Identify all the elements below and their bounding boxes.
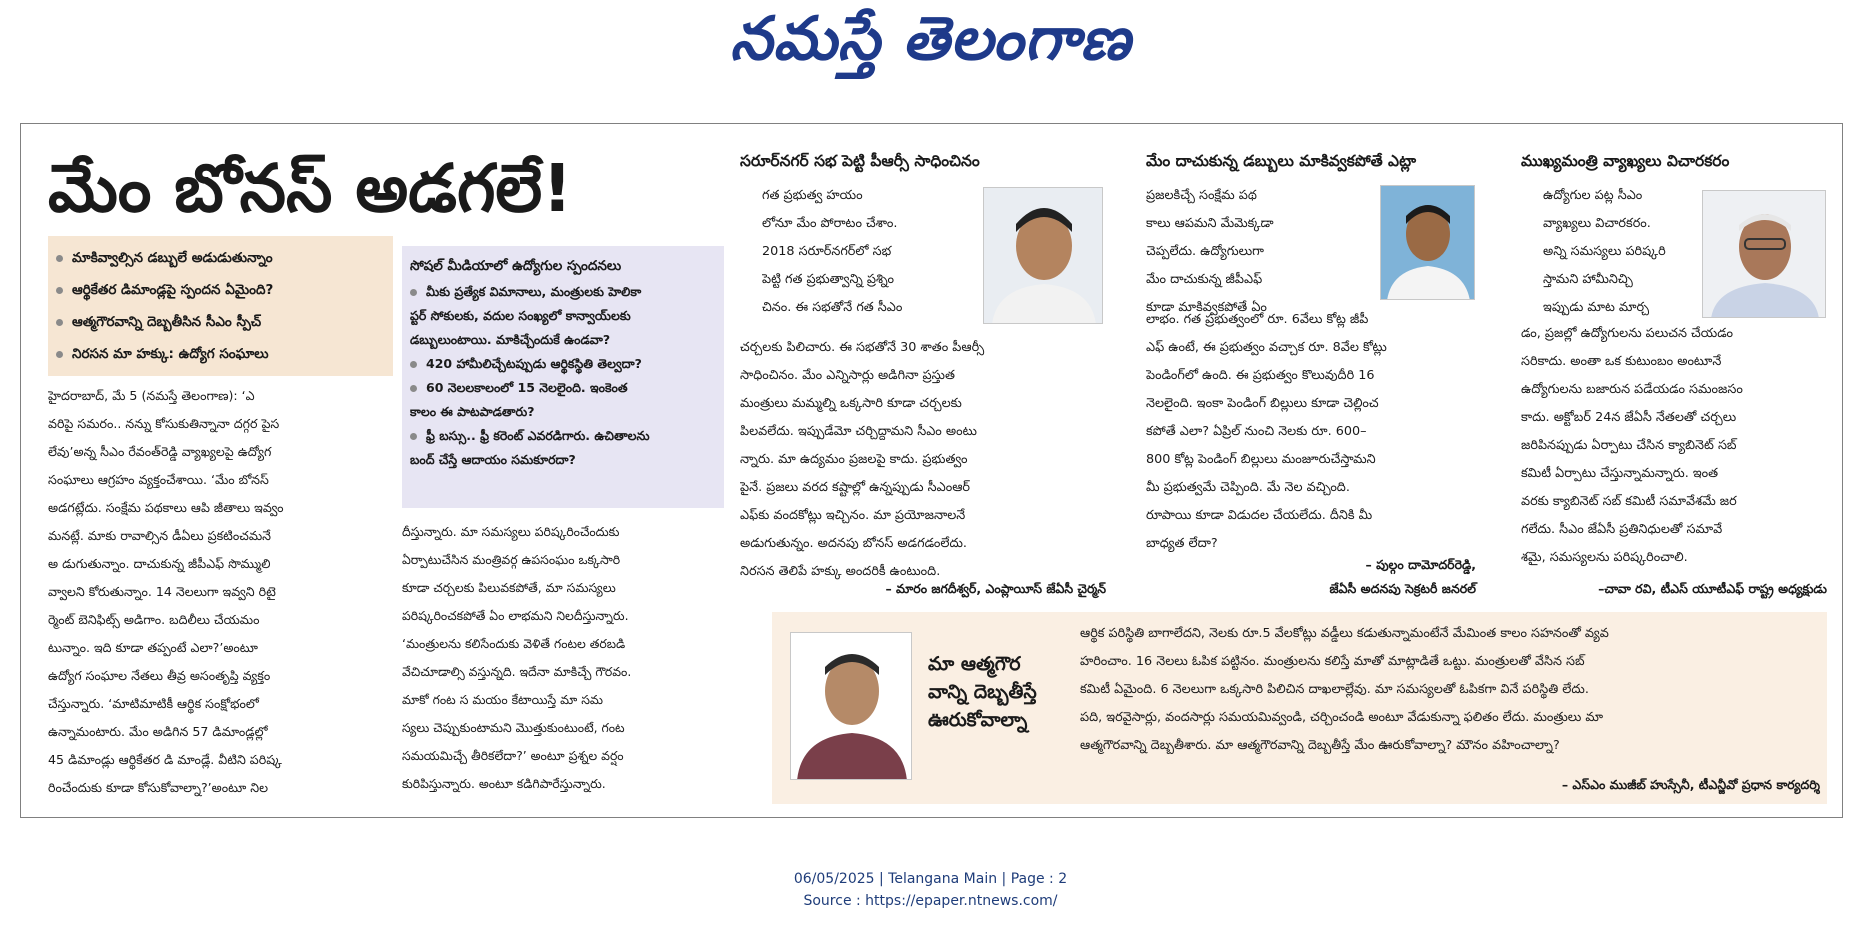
story-3-photo (1702, 190, 1826, 318)
main-headline: మేం బోనస్‌ అడగలే! (48, 150, 573, 227)
highlight-bullets (48, 236, 393, 376)
boxed-story-headline: మా ఆత్మగౌర వాన్ని దెబ్బతీస్తే ఊరుకోవాల్నా (928, 653, 1037, 731)
bullet-item: నిరసన మా హక్కు: ఉద్యోగ సంఘాలు (56, 338, 387, 370)
bullet-dot-icon (410, 361, 417, 368)
boxed-story-photo (790, 632, 912, 780)
social-item: ఫ్రీ బస్సు.. ఫ్రీ కరెంట్‌ ఎవరడిగారు. ఉచితాలను బంద్‌ చేస్తే ఆదాయం సమకూరదా? (410, 428, 650, 467)
story-2-headline: మేం దాచుకున్న డబ్బులు మాకివ్వకపోతే ఎట్లా (1146, 152, 1417, 170)
main-body-column-2: దీస్తున్నారు. మా సమస్యలు పరిష్కరించేందుకు ఏర్పాటుచేసిన మంత్రివర్గ ఉపసంఘం ఒక్కసారి కూడా చర్చలకు పిలువకపోతే, మా సమస్యలు పరిష్కరించకపోతే ఏం లాభమని నిలదీస్తున్నారు. ‘మంత్రులను కలిసేందుకు వెళితే గంటల తరబడి వేచిచూడాల్సి వస్తున్నది. ఇదేనా మాకిచ్చే గౌరవం. మాకో గంట స మయం కేటాయిస్తే మా సమ స్యలు చెప్పుకుంటామని మొత్తుకుంటుంటే, గంట సమయమిచ్చే తీరికలేదా?’ అంటూ ప్రశ్నల వర్షం కురిపిస్తున్నారు. అంటూ కడిగిపారేస్తున్నారు. (402, 524, 632, 791)
social-item: 420 హామీలిచ్చేటప్పుడు ఆర్థికస్థితి తెల్వదా? (410, 352, 718, 376)
bullet-item: ఆత్మగౌరవాన్ని దెబ్బతీసిన సీఎం స్పీచ్ (56, 306, 387, 338)
story-1-body: చర్చలకు పిలిచారు. ఈ సభతోనే 30 శాతం పీఆర్సీ సాధించినం. మేం ఎన్నిసార్లు అడిగినా ప్రస్తుత మంత్రులు మమ్మల్ని ఒక్కసారి కూడా చర్చలకు పిలవలేదు. ఇప్పుడేమో చర్చిద్దామని సీఎం అంటు న్నారు. మా ఉద్యమం ప్రజలపై కాదు. ప్రభుత్వం పైనే. ప్రజలు వరద కష్టాల్లో ఉన్నప్పుడు సీఎంఆర్‌ ఎఫ్‌కు వందకోట్లు ఇచ్చినం. మా ప్రయోజనాలనే అడుగుతున్నం. అదనపు బోనస్‌ అడగడంలేదు. నిరసన తెలిపే హక్కు అందరికీ ఉంటుంది. (740, 340, 985, 579)
story-2-signature-title: జేఏసీ అదనపు సెక్రటరీ జనరల్‌ (1329, 581, 1476, 596)
bullet-dot-icon (56, 319, 63, 326)
bullet-dot-icon (410, 385, 417, 392)
story-3-lead: ఉద్యోగుల పట్ల సీఎం వ్యాఖ్యలు విచారకరం. అన్ని సమస్యలు పరిష్కరి స్తామని హామీనిచ్చి ఇప్పుడు మాట మార్చ (1543, 188, 1666, 315)
boxed-story-body: ఆర్థిక పరిస్థితి బాగాలేదని, నెలకు రూ.5 వేలకోట్లు వడ్డీలు కడుతున్నామంటేనే మేమింత కాలం సహనంతో వ్యవ హరించాం. 16 నెలలు ఓపిక పట్టినం. మంత్రులను కలిస్తే మాతో మాట్లాడితే ఒట్టు. మంత్రులతో వేసిన సబ్‌ కమిటీ ఏమైంది. 6 నెలలుగా ఒక్కసారి పిలిచిన దాఖలాల్లేవు. మా సమస్యలతో ఓపికగా వినే పరిస్థితి లేదు. పది, ఇరవైసార్లు, వందసార్లు సమయమివ్వండి, చర్చించండి అంటూ వేడుకున్నా ఫలితం లేదు. మంత్రులు మా ఆత్మగౌరవాన్ని దెబ్బతీశారు. మా ఆత్మగౌరవాన్ని దెబ్బతీస్తే మేం ఊరుకోవాల్నా? మౌనం వహించాల్నా? (1080, 626, 1609, 753)
story-1-photo (983, 187, 1103, 324)
social-media-box (402, 246, 724, 508)
bullet-dot-icon (410, 433, 417, 440)
main-body-column-1: హైదరాబాద్‌, మే 5 (నమస్తే తెలంగాణ): ‘ఎ వరిపై సమరం.. నన్ను కోసుకుతిన్నానా దగ్గర పైస లేవు’అన్న సీఎం రేవంత్‌రెడ్డి వ్యాఖ్యలపై ఉద్యోగ సంఘాలు ఆగ్రహం వ్యక్తంచేశాయి. ‘మేం బోనస్‌ అడగట్లేదు. సంక్షేమ పథకాలు ఆపి జీతాలు ఇవ్వం మనట్లే. మాకు రావాల్సిన డీఏలు ప్రకటించమనే అ డుగుతున్నాం. దాచుకున్న జీపీఎఫ్‌ సొమ్ములి వ్వాలని కోరుతున్నాం. 14 నెలలుగా ఇవ్వని రిటై ర్మెంట్‌ బెనిఫిట్స్‌ అడిగాం. బదిలీలు చేయమం టున్నాం. ఇది కూడా తప్పంటే ఎలా?’అంటూ ఉద్యోగ సంఘాల నేతలు తీవ్ర అసంతృప్తి వ్యక్తం చేస్తున్నారు. ‘మాటిమాటికీ ఆర్థిక సంక్షోభంలో ఉన్నామంటారు. మేం అడిగిన 57 డిమాండ్లల్లో 45 డిమాండ్లు ఆర్థికేతర డి మాండ్లే. వీటిని పరిష్క రించేందుకు కూడా కోసుకోవాల్నా?’అంటూ నిల (48, 388, 284, 795)
footer-source: Source : https://epaper.ntnews.com/ (803, 893, 1058, 909)
story-1-signature: – మారం జగదీశ్వర్‌, ఎంప్లాయీస్‌ జేఏసీ చైర్మన్‌ (885, 581, 1106, 596)
masthead-logo: నమస్తే తెలంగాణ (729, 4, 1132, 74)
bullet-item: మాకివ్వాల్సిన డబ్బులే అడుడుతున్నాం (56, 242, 387, 274)
bullet-dot-icon (56, 287, 63, 294)
story-2-lead: ప్రజలకిచ్చే సంక్షేమ పథ కాలు ఆపమని మేమెక్కడా చెప్పలేదు. ఉద్యోగులుగా మేం దాచుకున్న జీపీఎఫ్‌ కూడా మాకివ్వకపోతే ఏం (1146, 188, 1274, 315)
footer-edition-info: 06/05/2025 | Telangana Main | Page : 2 (793, 871, 1068, 887)
social-item: మీకు ప్రత్యేక విమానాలు, మంత్రులకు హెలికా ప్టర్‌ సోకులకు, వదుల సంఖ్యలో కాన్వాయ్‌లకు డబ్బులుంటాయి. మాకిచ్చేందుకే ఉండవా? (410, 284, 642, 347)
story-1-headline: సరూర్‌నగర్‌ సభ పెట్టి పీఆర్సీ సాధించినం (740, 152, 980, 170)
boxed-story-signature: – ఎస్‌ఎం ముజీబ్‌ హుస్సేనీ, టీఎన్జీవో ప్రధాన కార్యదర్శి (1561, 777, 1820, 792)
bullet-item: ఆర్థికేతర డిమాండ్లపై స్పందన ఏమైంది? (56, 274, 387, 306)
social-item: 60 నెలలకాలంలో 15 నెలలైంది. ఇంకెంత కాలం ఈ పాటపాడతారు? (410, 380, 628, 419)
social-box-title: సోషల్‌ మీడియాలో ఉద్యోగుల స్పందనలు (410, 258, 622, 274)
story-2-signature: – పుల్గం దామోదర్‌రెడ్డి, (1365, 557, 1476, 572)
story-1-lead: గత ప్రభుత్వ హయం లోనూ మేం పోరాటం చేశాం. 2018 సరూర్‌నగర్‌లో సభ పెట్టి గత ప్రభుత్వాన్ని ప్రశ్నిం చినం. ఈ సభతోనే గత సీఎం (762, 188, 903, 315)
story-3-signature: –చావా రవి, టీఎస్‌ యూటీఎఫ్‌ రాష్ట్ర అధ్యక్షుడు (1598, 581, 1827, 596)
bullet-dot-icon (410, 289, 417, 296)
story-2-body: లాభం. గత ప్రభుత్వంలో రూ. 6వేలు కోట్ల జీపీ ఎఫ్‌ ఉంటే, ఈ ప్రభుత్వం వచ్చాక రూ. 8వేల కోట్లు పెండింగ్‌లో ఉంది. ఈ ప్రభుత్వం కొలువుదీరి 16 నెలలైంది. ఇంకా పెండింగ్‌ బిల్లులు కూడా చెల్లించ కపోతే ఎలా? ఏప్రిల్‌ నుంచి నెలకు రూ. 600– 800 కోట్ల పెండింగ్‌ బిల్లులు మంజూరుచేస్తామని మీ ప్రభుత్వమే చెప్పింది. మే నెల వచ్చింది. రూపాయి కూడా విడుదల చేయలేదు. దీనికి మీ బాధ్యత లేదా? (1146, 312, 1387, 551)
story-2-photo (1380, 185, 1475, 300)
story-3-body: డం, ప్రజల్లో ఉద్యోగులను పలుచన చేయడం సరికాదు. అంతా ఒక కుటుంబం అంటూనే ఉద్యోగులను బజారున పడేయడం సమంజసం కాదు. అక్టోబర్‌ 24న జేఏసీ నేతలతో చర్చలు జరిపినప్పుడు ఏర్పాటు చేసిన క్యాబినెట్‌ సబ్‌ కమిటీ ఏర్పాటు చేస్తున్నామన్నారు. ఇంత వరకు క్యాబినెట్‌ సబ్‌ కమిటీ సమావేశమే జర గలేదు. సీఎం జేఏసీ ప్రతినిధులతో సమావే శమై, సమస్యలను పరిష్కరించాలి. (1521, 326, 1743, 565)
bullet-dot-icon (56, 351, 63, 358)
bullet-dot-icon (56, 255, 63, 262)
story-3-headline: ముఖ్యమంత్రి వ్యాఖ్యలు విచారకరం (1521, 152, 1730, 170)
